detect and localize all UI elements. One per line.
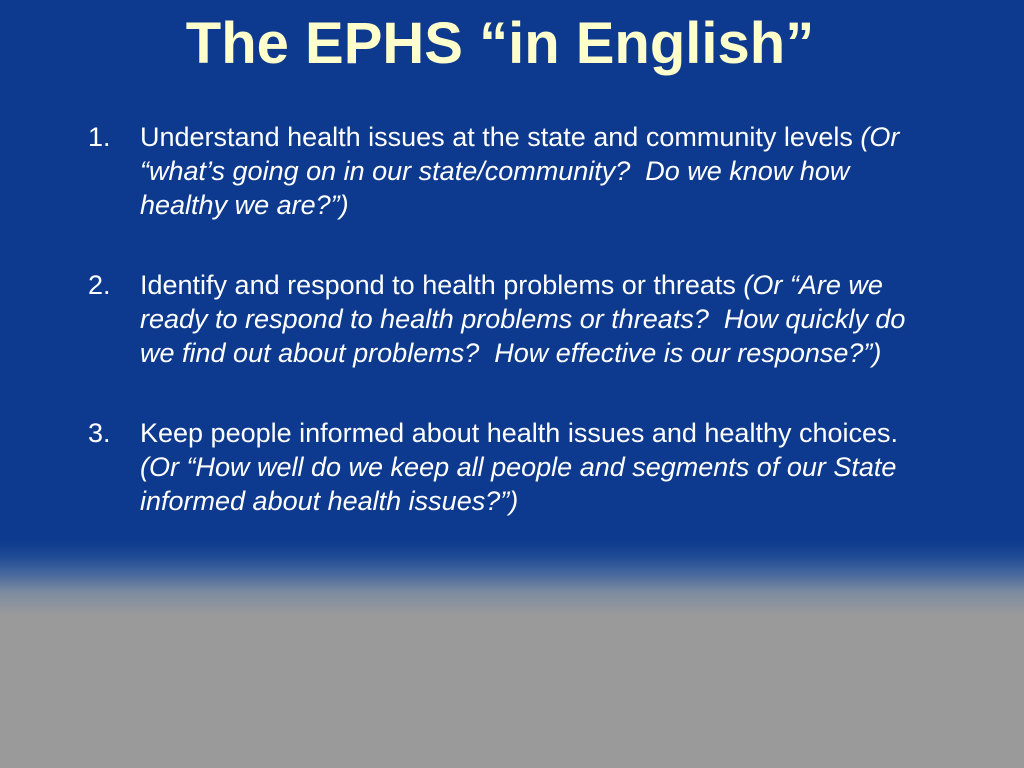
essential-services-list [88,120,938,564]
list-item [88,120,938,222]
item-number: 2. [88,270,111,300]
item-number: 1. [88,122,111,152]
item-text: Keep people informed about health issues and healthy choices. [140,418,914,448]
item-number: 3. [88,418,111,448]
item-plain-language: (Or “what’s going on in our state/community? Do we know how healthy we are?”) [140,122,907,220]
slide-title: The EPHS “in English” [185,11,815,76]
list-item [88,416,938,518]
item-plain-language: (Or “How well do we keep all people and segments of our State informed about health issues?”) [140,452,904,516]
item-plain-language: (Or “Are we ready to respond to health problems or threats? How quickly do we find out about problems? How effective is our response?”) [140,270,913,368]
item-text: Identify and respond to health problems or threats [140,270,744,300]
item-text: Understand health issues at the state and community levels [140,122,861,152]
list-item [88,268,938,370]
